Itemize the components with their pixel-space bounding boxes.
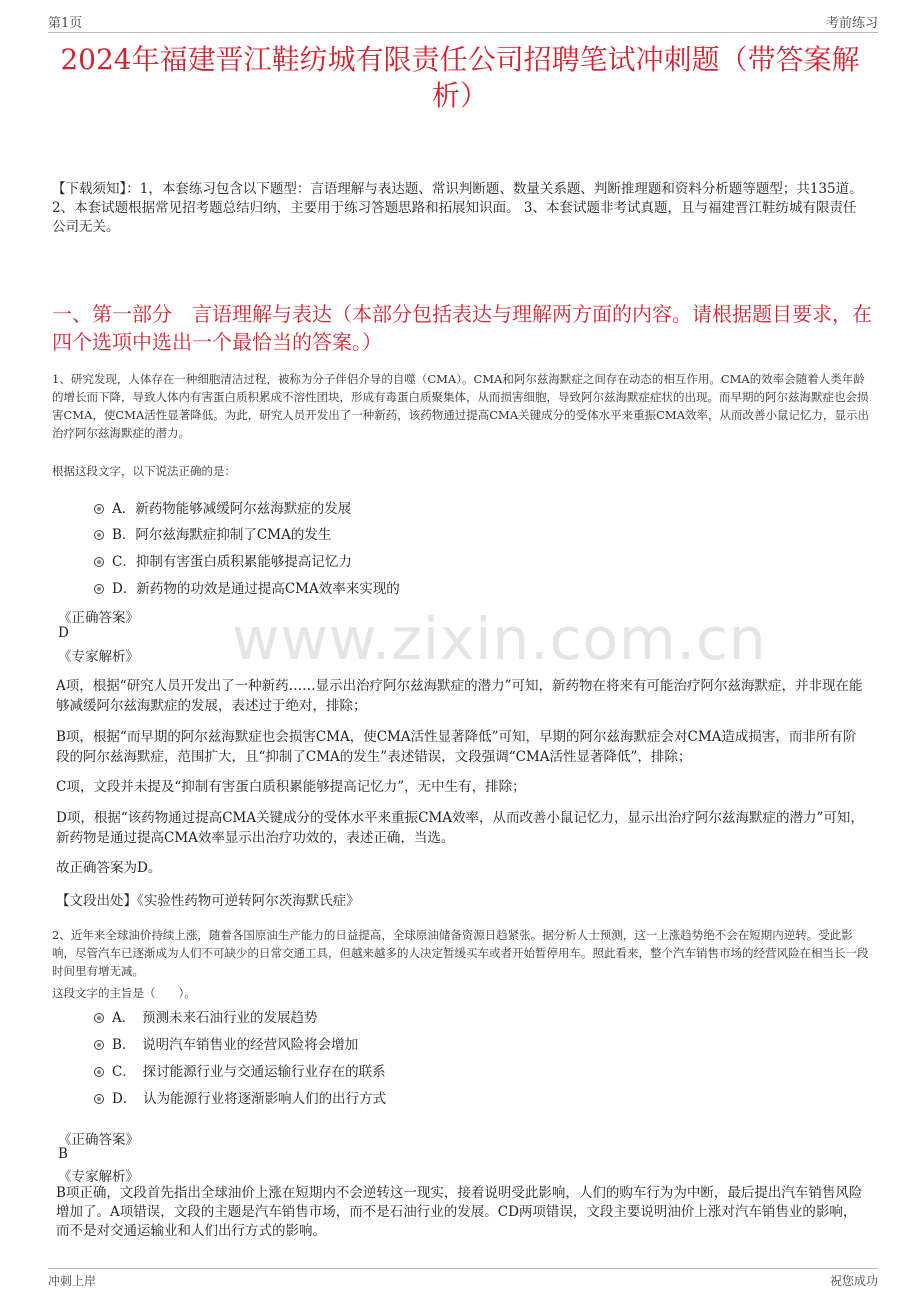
footer-left: 冲刺上岸	[48, 1274, 97, 1288]
header-tag: 考前练习	[825, 16, 878, 31]
question-1-prompt: 根据这段文字，以下说法正确的是：	[52, 464, 236, 478]
option-label: A．新药物能够减缓阿尔兹海默症的发展	[112, 501, 352, 517]
radio-icon[interactable]	[94, 1040, 104, 1050]
option-label: A． 预测未来石油行业的发展趋势	[112, 1010, 318, 1026]
answer-label: 《正确答案》	[58, 1132, 139, 1148]
q1-option-b[interactable]	[94, 523, 794, 545]
page-number: 第1页	[48, 16, 83, 31]
document-title: 2024年福建晋江鞋纺城有限责任公司招聘笔试冲刺题（带答案解析）	[60, 43, 860, 112]
analysis-conclusion: 故正确答案为D。	[56, 860, 162, 876]
analysis-paragraph-b: B项，根据“而早期的阿尔兹海默症也会损害CMA，使CMA活性显著降低”可知，早期的阿尔兹海默症会对CMA造成损害，而非所有阶段的阿尔兹海默症，范围扩大，且“抑制了CMA的发生”表述错误，文段强调“CMA活性显著降低”，排除；	[56, 729, 857, 765]
analysis-paragraph-a: A项，根据“研究人员开发出了一种新药……显示出治疗阿尔兹海默症的潜力”可知，新药物在将来有可能治疗阿尔兹海默症，并非现在能够减缓阿尔兹海默症的发展，表述过于绝对，排除；	[56, 678, 863, 714]
analysis-paragraph-d: D项，根据“该药物通过提高CMA关键成分的受体水平来重振CMA效率，从而改善小鼠记忆力，显示出治疗阿尔兹海默症的潜力”可知，新药物是通过提高CMA效率显示出治疗功效的，表述正确，当选。	[56, 810, 864, 846]
analysis-label: 《专家解析》	[58, 1169, 139, 1185]
page-header	[48, 12, 878, 33]
question-1-stem: 1、研究发现，人体存在一种细胞清洁过程，被称为分子伴侣介导的自噬（CMA）。CMA和阿尔兹海默症之间存在动态的相互作用。CMA的效率会随着人类年龄的增长而下降，导致人体内有害蛋白质积累成不溶性团块，形成有毒蛋白质聚集体，从而损害细胞，导致阿尔兹海默症症状的出现。而早期的阿尔兹海默症也会损害CMA，使CMA活性显著降低。为此，研究人员开发出了一种新药，该药物通过提高CMA关键成分的受体水平来重振CMA效率，从而改善小鼠记忆力，显示出治疗阿尔兹海默症的潜力。	[52, 372, 870, 440]
radio-icon[interactable]	[94, 504, 104, 514]
answer-label: 《正确答案》	[58, 610, 139, 626]
option-label: B． 说明汽车销售业的经营风险将会增加	[112, 1037, 359, 1053]
download-notice: 【下载须知】：1，本套练习包含以下题型：言语理解与表达题、常识判断题、数量关系题、判断推理题和资料分析题等题型；共135道。 2、本套试题根据常见招考题总结归纳，主要用于练习答题思路和拓展知识面。 3、本套试题非考试真题，且与福建晋江鞋纺城有限责任公司无关。	[52, 181, 863, 235]
q1-option-a[interactable]	[94, 497, 794, 519]
option-label: D． 认为能源行业将逐渐影响人们的出行方式	[112, 1091, 387, 1107]
q1-option-d[interactable]	[94, 577, 794, 599]
source-citation: 【文段出处】《实验性药物可逆转阿尔茨海默氏症》	[56, 893, 360, 909]
q2-option-d[interactable]	[94, 1087, 794, 1109]
answer-value: B	[58, 1146, 68, 1162]
footer-right: 祝您成功	[829, 1274, 878, 1288]
q2-option-b[interactable]	[94, 1033, 794, 1055]
radio-icon[interactable]	[94, 584, 104, 594]
radio-icon[interactable]	[94, 1013, 104, 1023]
radio-icon[interactable]	[94, 1067, 104, 1077]
answer-value: D	[58, 625, 69, 641]
radio-icon[interactable]	[94, 1094, 104, 1104]
option-label: B．阿尔兹海默症抑制了CMA的发生	[112, 527, 332, 543]
analysis-paragraph-c: C项，文段并未提及“抑制有害蛋白质积累能够提高记忆力”，无中生有，排除；	[56, 779, 526, 795]
page-footer	[48, 1268, 878, 1289]
q2-option-a[interactable]	[94, 1006, 794, 1028]
radio-icon[interactable]	[94, 530, 104, 540]
question-2-prompt: 这段文字的主旨是（ ）。	[52, 986, 196, 1000]
section-heading: 一、第一部分 言语理解与表达（本部分包括表达与理解两方面的内容。请根据题目要求，在四个选项中选出一个最恰当的答案。）	[52, 302, 872, 354]
analysis-label: 《专家解析》	[58, 649, 139, 665]
q2-option-c[interactable]	[94, 1060, 794, 1082]
option-label: D．新药物的功效是通过提高CMA效率来实现的	[112, 581, 400, 597]
radio-icon[interactable]	[94, 557, 104, 567]
option-label: C． 探讨能源行业与交通运输行业存在的联系	[112, 1064, 386, 1080]
q1-option-c[interactable]	[94, 550, 794, 572]
analysis-paragraph: B项正确，文段首先指出全球油价上涨在短期内不会逆转这一现实，接着说明受此影响，人们的购车行为为中断，最后提出汽车销售风险增加了。A项错误，文段的主题是汽车销售市场，而不是石油行业的发展。CD两项错误，文段主要说明油价上涨对汽车销售业的影响，而不是对交通运输业和人们出行方式的影响。	[56, 1185, 863, 1239]
option-label: C．抑制有害蛋白质积累能够提高记忆力	[112, 554, 352, 570]
question-2-stem: 2、近年来全球油价持续上涨，随着各国原油生产能力的日益提高，全球原油储备资源日趋紧张。据分析人士预测，这一上涨趋势绝不会在短期内逆转。受此影响，尽管汽车已逐渐成为人们不可缺少的日常交通工具，但越来越多的人决定暂缓买车或者开始暂停用车。照此看来，整个汽车销售市场的经营风险在相当长一段时间里有增无减。	[52, 928, 869, 978]
watermark: www.zixin.com.cn	[232, 605, 767, 673]
